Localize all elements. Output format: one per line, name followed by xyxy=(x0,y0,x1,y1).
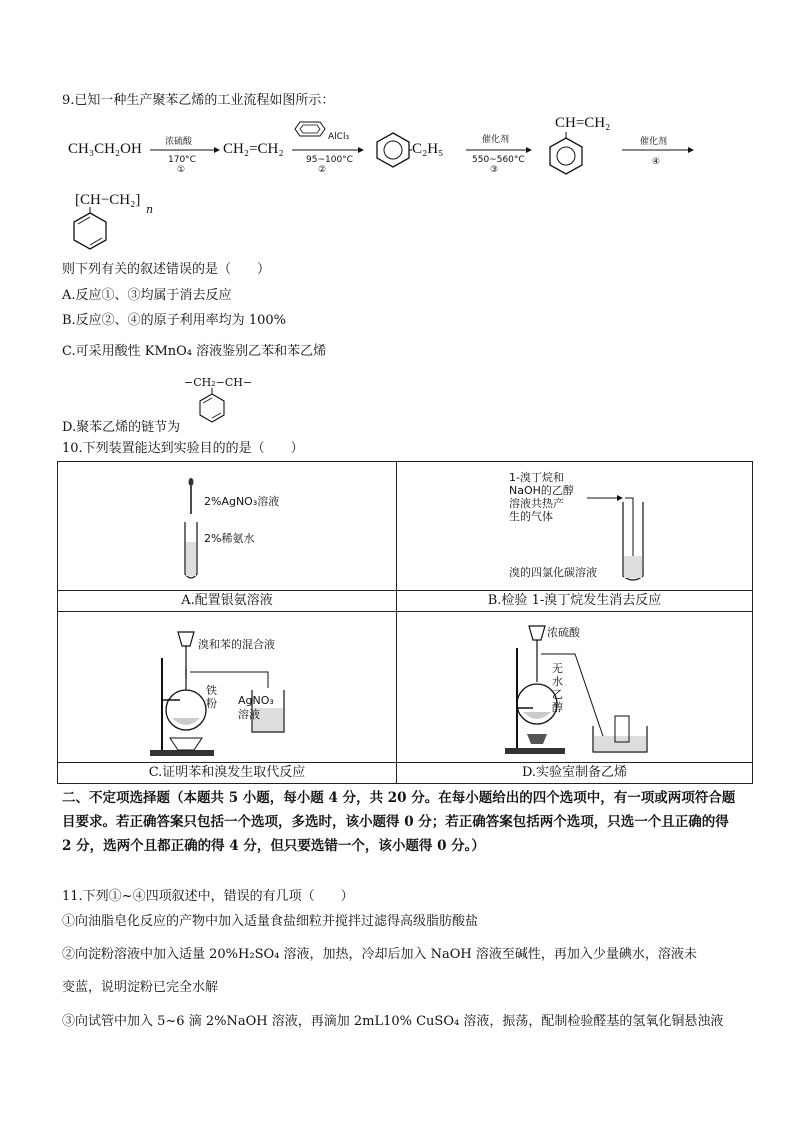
label-d-acid: 浓硫酸 xyxy=(547,626,580,639)
label-d-yi: 乙 xyxy=(552,688,563,701)
flow-arrow-1 xyxy=(150,146,220,154)
caption-d: D.实验室制备乙烯 xyxy=(397,763,753,784)
q11-stem: 11.下列①~④四项叙述中，错误的有几项（ ） xyxy=(62,889,354,904)
flow-cond-2-top: AlCl₃ xyxy=(328,132,350,142)
flow-step-4: ④ xyxy=(652,157,661,167)
q10-stem: 10.下列装置能达到实验目的的是（ ） xyxy=(62,441,304,456)
label-c-solution: 溶液 xyxy=(238,708,260,721)
label-c-powder: 粉 xyxy=(206,697,217,710)
q9-repeat-unit: −CH₂−CH− xyxy=(184,376,253,389)
caption-b: B.检验 1-溴丁烷发生消去反应 xyxy=(397,591,753,612)
flow-arrow-4 xyxy=(622,146,694,154)
q9-option-d: D.聚苯乙烯的链节为 xyxy=(62,420,181,435)
label-b-5: 溴的四氯化碳溶液 xyxy=(509,566,597,579)
label-b-4: 生的气体 xyxy=(509,510,553,523)
ethylene-apparatus-icon xyxy=(505,620,655,758)
flow-step-3: ③ xyxy=(490,165,499,175)
flow-cond-2-bot: 95~100°C xyxy=(306,155,353,165)
label-ammonia: 2%稀氨水 xyxy=(204,532,255,545)
q9-flow-chart xyxy=(0,0,794,260)
q11-statement-1: ①向油脂皂化反应的产物中加入适量食盐细粒并搅拌过滤得高级脂肪酸盐 xyxy=(62,914,479,929)
flow-cond-1-bot: 170°C xyxy=(168,155,196,165)
q11-statement-3: ③向试管中加入 5~6 滴 2%NaOH 溶液，再滴加 2mL10% CuSO₄ 溶液，振荡，配制检验醛基的氢氧化铜悬浊液 xyxy=(62,1014,724,1029)
flow-polymer: [CH−CH₂] xyxy=(75,192,141,208)
cell-d-figure xyxy=(397,612,753,763)
label-b-2: NaOH的乙醇 xyxy=(509,484,574,497)
q11-statement-2b: 变蓝，说明淀粉已完全水解 xyxy=(62,980,219,995)
dropper-test-tube-icon xyxy=(178,476,208,586)
caption-a: A.配置银氨溶液 xyxy=(58,591,397,612)
flow-cond-4-top: 催化剂 xyxy=(640,137,668,147)
flow-ethanol: CH₃CH₂OH xyxy=(68,141,142,157)
caption-c: C.证明苯和溴发生取代反应 xyxy=(58,763,397,784)
flow-cond-3-top: 催化剂 xyxy=(482,135,510,145)
q11-statement-2a: ②向淀粉溶液中加入适量 20%H₂SO₄ 溶液，加热，冷却后加入 NaOH 溶液至碱性，再加入少量碘水，溶液未 xyxy=(62,947,697,962)
benzene-icon xyxy=(294,120,326,138)
cell-c-figure xyxy=(58,612,397,763)
flow-step-1: ① xyxy=(177,165,186,175)
label-agno3: 2%AgNO₃溶液 xyxy=(204,495,280,508)
flow-polymer-n: n xyxy=(146,203,154,216)
benzene-ring-polystyrene-icon xyxy=(70,207,110,253)
flow-vinyl: CH=CH₂ xyxy=(555,115,611,131)
q9-stem: 9.已知一种生产聚苯乙烯的工业流程如图所示： xyxy=(62,93,335,108)
flow-step-2: ② xyxy=(318,165,327,175)
q9-option-c: C.可采用酸性 KMnO₄ 溶液鉴别乙苯和苯乙烯 xyxy=(62,344,327,359)
label-d-shui: 水 xyxy=(552,675,563,688)
q9-option-a: A.反应①、③均属于消去反应 xyxy=(62,288,232,303)
flow-ethyl: C₂H₅ xyxy=(412,141,444,157)
section-2-instructions: 二、不定项选择题（本题共 5 小题，每小题 4 分，共 20 分。在每小题给出的四个选项中，有一项或两项符合题目要求。若正确答案只包括一个选项，多选时，该小题得 0 分；若正确答案包括两个选项，只选一个且正确的得 2 分，选两个且都正确的得 4 分，但只要选错一个，该小题得 0 分。） xyxy=(62,790,736,854)
q9-option-b: B.反应②、④的原子利用率均为 100% xyxy=(62,313,286,328)
label-c-agno3: AgNO₃ xyxy=(238,694,274,707)
label-c-mixture: 溴和苯的混合液 xyxy=(198,638,275,651)
label-b-1: 1-溴丁烷和 xyxy=(509,471,564,484)
flow-cond-1-top: 浓硫酸 xyxy=(165,137,193,147)
benzene-ring-ethylbenzene-icon xyxy=(374,131,412,169)
benzene-ring-styrene-icon xyxy=(546,132,586,176)
repeat-unit-benzene-icon xyxy=(190,388,226,428)
q9-ask: 则下列有关的叙述错误的是（ ） xyxy=(62,262,271,277)
flow-arrow-3 xyxy=(466,146,532,154)
label-b-3: 溶液共热产 xyxy=(509,497,564,510)
flow-arrow-2 xyxy=(292,146,364,154)
cell-a-figure xyxy=(58,462,397,591)
label-c-iron: 铁 xyxy=(206,684,217,697)
label-d-chun: 醇 xyxy=(552,701,563,714)
flow-ethylene: CH₂=CH₂ xyxy=(223,141,284,157)
label-d-wu: 无 xyxy=(552,662,563,675)
cell-b-figure xyxy=(397,462,753,591)
flow-cond-3-bot: 550~560°C xyxy=(472,155,525,165)
q10-apparatus-table xyxy=(57,461,753,784)
